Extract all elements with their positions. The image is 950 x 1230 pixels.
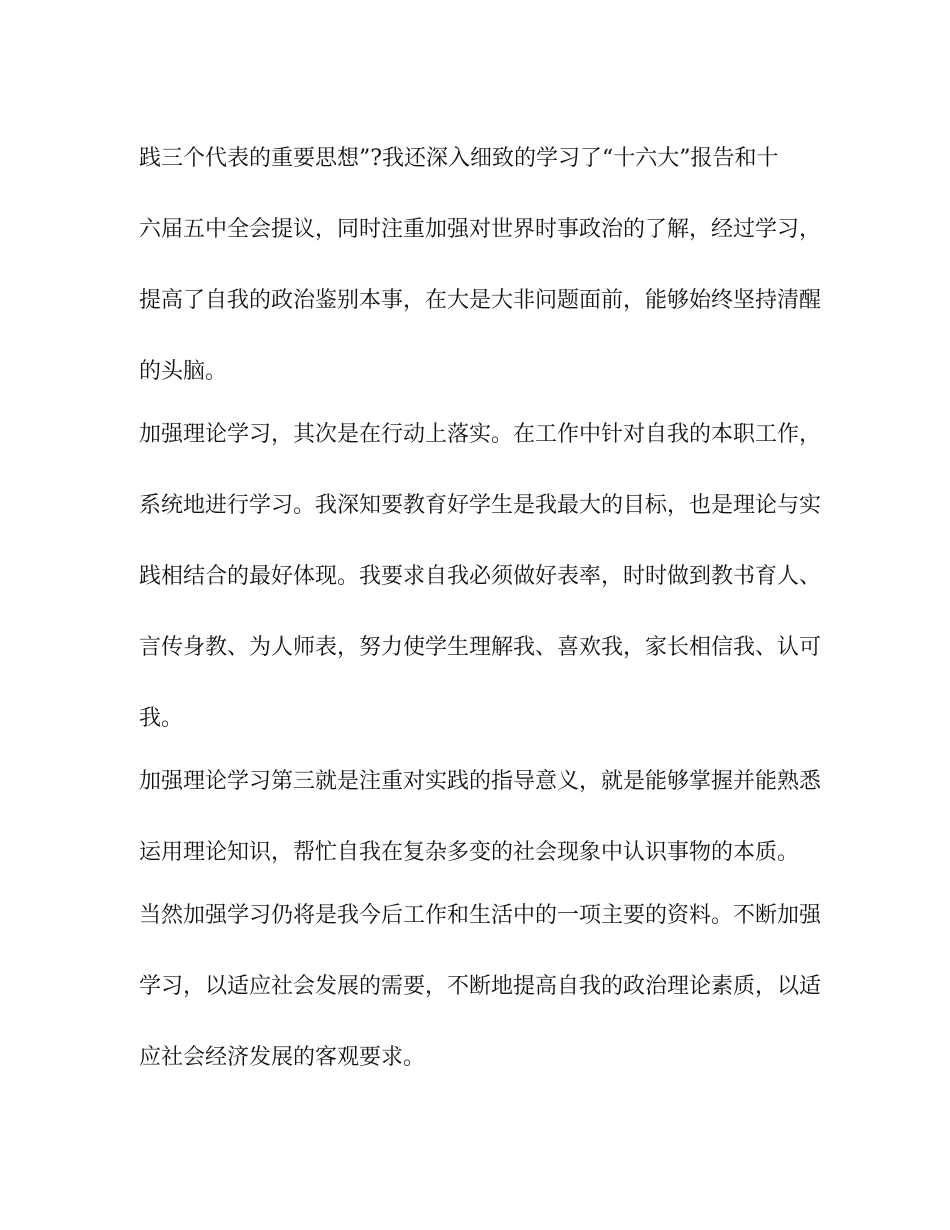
text-line: 运用理论知识，帮忙自我在复杂多变的社会现象中认识事物的本质。 xyxy=(139,840,800,865)
text-line: 加强理论学习第三就是注重对实践的指导意义，就是能够掌握并能熟悉 xyxy=(139,769,822,794)
paragraph xyxy=(139,893,822,1080)
text-line: 我。 xyxy=(139,706,184,731)
text-line: 加强理论学习，其次是在行动上落实。在工作中针对自我的本职工作， xyxy=(139,422,822,447)
text-line: 践三个代表的重要思想”?我还深入细致的学习了“十六大”报告和十 xyxy=(139,146,779,171)
text-line: 当然加强学习仍将是我今后工作和生活中的一项主要的资料。不断加强 xyxy=(139,903,822,928)
paragraph xyxy=(139,412,822,741)
text-line: 应社会经济发展的客观要求。 xyxy=(139,1045,426,1070)
text-line: 提高了自我的政治鉴别本事，在大是大非问题面前，能够始终坚持清醒 xyxy=(139,288,822,313)
paragraph xyxy=(139,136,822,394)
paragraph xyxy=(139,759,822,875)
text-line: 学习，以适应社会发展的需要，不断地提高自我的政治理论素质，以适 xyxy=(139,974,822,999)
text-line: 系统地进行学习。我深知要教育好学生是我最大的目标，也是理论与实 xyxy=(139,493,822,518)
text-line: 的头脑。 xyxy=(139,359,228,384)
text-line: 言传身教、为人师表，努力使学生理解我、喜欢我，家长相信我、认可 xyxy=(139,635,822,660)
document-body xyxy=(139,136,822,1098)
text-line: 践相结合的最好体现。我要求自我必须做好表率，时时做到教书育人、 xyxy=(139,564,822,589)
text-line: 六届五中全会提议，同时注重加强对世界时事政治的了解，经过学习， xyxy=(139,217,822,242)
